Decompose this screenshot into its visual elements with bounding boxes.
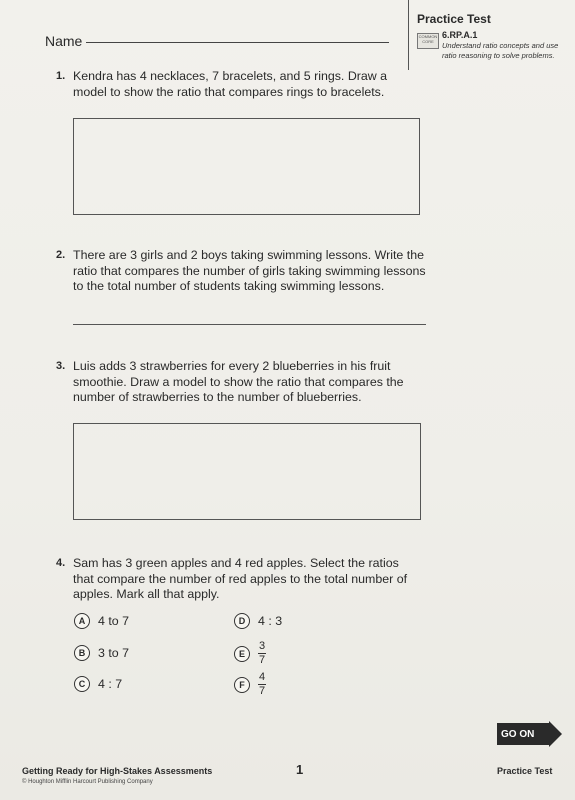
choice-text: 4 to 7 xyxy=(98,614,130,628)
copyright: © Houghton Mifflin Harcourt Publishing Company xyxy=(22,779,153,785)
standard-description: Understand ratio concepts and use ratio reasoning to solve problems. xyxy=(442,41,559,60)
question-number: 3. xyxy=(56,360,66,372)
question-3 xyxy=(56,359,411,406)
question-number: 1. xyxy=(56,70,66,82)
question-text: Kendra has 4 necklaces, 7 bracelets, and 5 rings. Draw a model to show the ratio that compares rings to bracelets. xyxy=(73,69,388,99)
choice-text: 3 to 7 xyxy=(98,646,130,660)
choice-bubble[interactable]: F xyxy=(234,677,250,693)
header-divider xyxy=(408,0,409,70)
choice-e[interactable] xyxy=(234,641,266,666)
question-2 xyxy=(56,248,426,295)
choice-f[interactable] xyxy=(234,672,266,697)
fraction xyxy=(258,641,266,666)
question-4 xyxy=(56,556,411,603)
arrow-right-icon xyxy=(549,721,562,747)
book-title: Getting Ready for High-Stakes Assessments xyxy=(22,766,213,776)
fraction xyxy=(258,672,266,697)
name-write-line[interactable] xyxy=(86,42,389,43)
answer-line-2[interactable] xyxy=(73,324,426,325)
question-number: 4. xyxy=(56,557,66,569)
choice-text: 4 : 7 xyxy=(98,677,123,691)
question-text: Sam has 3 green apples and 4 red apples. Select the ratios that compare the number of red apples to the total number of apples. Mark all that apply. xyxy=(73,556,408,601)
page-number: 1 xyxy=(296,762,304,777)
choice-bubble[interactable]: E xyxy=(234,646,250,662)
choice-text: 4 : 3 xyxy=(258,614,283,628)
name-label: Name xyxy=(45,33,83,49)
fraction-denominator: 7 xyxy=(258,654,266,666)
choice-bubble[interactable]: C xyxy=(74,676,90,692)
choice-bubble[interactable]: B xyxy=(74,645,90,661)
question-text: Luis adds 3 strawberries for every 2 blueberries in his fruit smoothie. Draw a model to show the ratio that compares the number of strawberries to the number of blueberries. xyxy=(73,359,404,404)
answer-box-3[interactable] xyxy=(73,423,421,520)
choice-c[interactable] xyxy=(74,676,122,692)
go-on-label: GO ON xyxy=(497,723,549,745)
choice-a[interactable] xyxy=(74,613,129,629)
practice-test-title: Practice Test xyxy=(417,12,491,26)
choice-bubble[interactable]: D xyxy=(234,613,250,629)
fraction-numerator: 4 xyxy=(258,671,266,683)
fraction-numerator: 3 xyxy=(258,640,266,652)
section-label: Practice Test xyxy=(497,766,553,776)
common-core-icon: COMMON CORE xyxy=(417,33,439,49)
standard-code: 6.RP.A.1 xyxy=(442,30,478,40)
question-text: There are 3 girls and 2 boys taking swimming lessons. Write the ratio that compares the number of girls taking swimming lessons to the total number of students taking swimming lessons. xyxy=(73,248,426,293)
fraction-denominator: 7 xyxy=(258,685,266,697)
choice-bubble[interactable]: A xyxy=(74,613,90,629)
question-number: 2. xyxy=(56,249,66,261)
choice-b[interactable] xyxy=(74,645,129,661)
choice-d[interactable] xyxy=(234,613,282,629)
question-1 xyxy=(56,69,411,100)
answer-box-1[interactable] xyxy=(73,118,420,215)
